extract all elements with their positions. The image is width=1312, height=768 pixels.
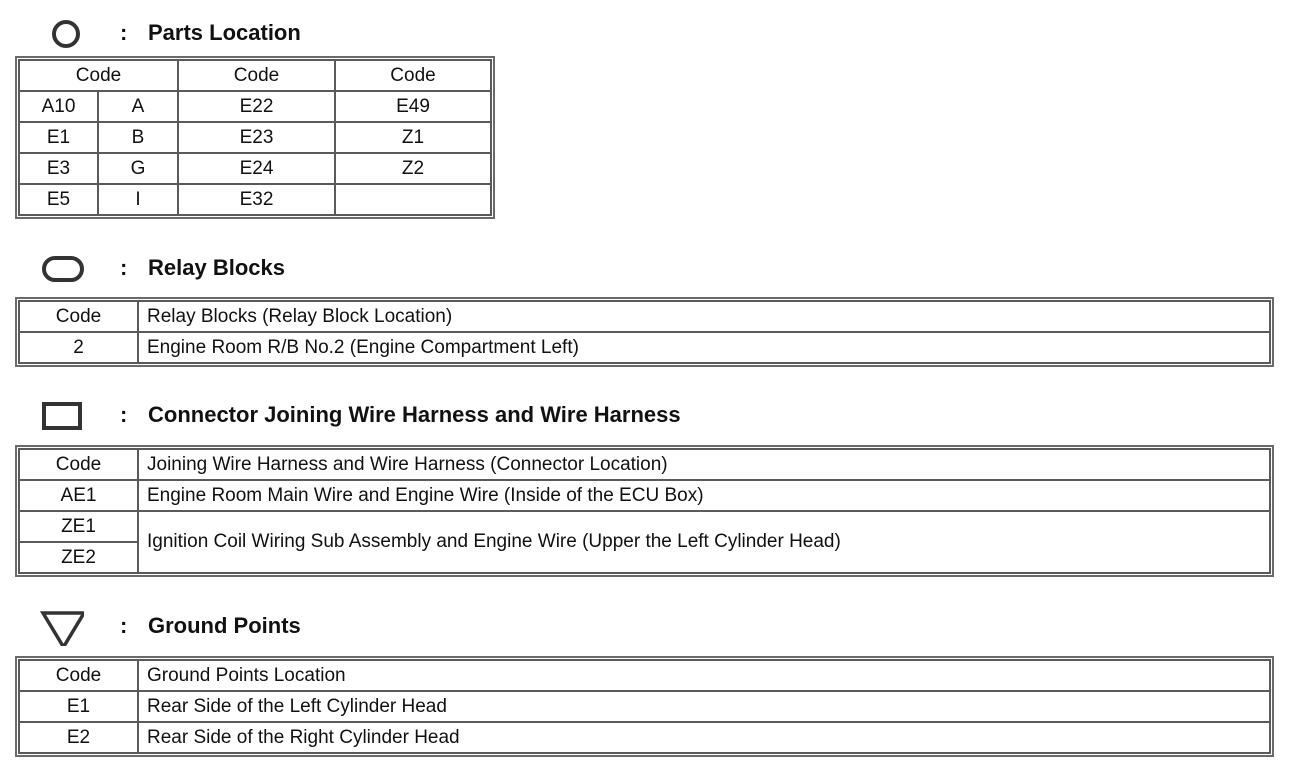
parts-location-heading: [40, 17, 1040, 51]
table-row: [19, 691, 1270, 722]
table-row: [19, 91, 491, 122]
header-cell: Code: [178, 60, 335, 91]
code-cell: AE1: [19, 480, 138, 511]
code-cell: E1: [19, 691, 138, 722]
table-header-row: [19, 301, 1270, 332]
header-cell-description: Joining Wire Harness and Wire Harness (Connector Location): [138, 449, 1270, 480]
table-row: [19, 480, 1270, 511]
rounded-rectangle-icon: [40, 252, 84, 286]
header-cell-description: Relay Blocks (Relay Block Location): [138, 301, 1270, 332]
code-cell: Z1: [335, 122, 491, 153]
header-cell-code: Code: [19, 301, 138, 332]
code-cell: E3: [19, 153, 98, 184]
header-cell: Code: [19, 60, 178, 91]
colon: :: [120, 613, 128, 638]
ground-points-table: [18, 659, 1271, 754]
description-cell: Engine Room R/B No.2 (Engine Compartment Left): [138, 332, 1270, 363]
square-icon: [40, 399, 84, 433]
code-cell: ZE1: [19, 511, 138, 542]
table-header-row: [19, 660, 1270, 691]
header-cell-code: Code: [19, 660, 138, 691]
table-header-row: [19, 449, 1270, 480]
parts-location-table: [18, 59, 492, 216]
code-cell: Z2: [335, 153, 491, 184]
relay-blocks-table: [18, 300, 1271, 364]
code-cell: E23: [178, 122, 335, 153]
ground-points-heading: [40, 610, 1040, 644]
code-cell: E22: [178, 91, 335, 122]
table-row: [19, 184, 491, 215]
code-cell: E24: [178, 153, 335, 184]
code-cell: E2: [19, 722, 138, 753]
description-cell: Rear Side of the Right Cylinder Head: [138, 722, 1270, 753]
code-cell: G: [98, 153, 178, 184]
colon: :: [120, 255, 128, 280]
header-cell: Code: [335, 60, 491, 91]
code-cell: E5: [19, 184, 98, 215]
table-row: [19, 332, 1270, 363]
table-row: [19, 511, 1270, 542]
section-title: Parts Location: [148, 20, 301, 45]
code-cell: I: [98, 184, 178, 215]
code-cell: ZE2: [19, 542, 138, 573]
code-cell: E32: [178, 184, 335, 215]
table-row: [19, 722, 1270, 753]
code-cell: E1: [19, 122, 98, 153]
section-title: Relay Blocks: [148, 255, 285, 280]
code-cell: [335, 184, 491, 215]
description-cell: Ignition Coil Wiring Sub Assembly and Engine Wire (Upper the Left Cylinder Head): [138, 511, 1270, 573]
section-title: Connector Joining Wire Harness and Wire Harness: [148, 402, 681, 427]
table-row: [19, 153, 491, 184]
table-header-row: [19, 60, 491, 91]
description-cell: Rear Side of the Left Cylinder Head: [138, 691, 1270, 722]
code-cell: B: [98, 122, 178, 153]
connector-joining-table: [18, 448, 1271, 574]
circle-icon: [40, 17, 84, 51]
down-triangle-icon: [40, 606, 84, 646]
description-cell: Engine Room Main Wire and Engine Wire (Inside of the ECU Box): [138, 480, 1270, 511]
header-cell-description: Ground Points Location: [138, 660, 1270, 691]
relay-blocks-heading: [40, 252, 1040, 286]
code-cell: A10: [19, 91, 98, 122]
section-title: Ground Points: [148, 613, 301, 638]
code-cell: E49: [335, 91, 491, 122]
table-row: [19, 122, 491, 153]
connector-joining-heading: [40, 399, 1040, 433]
colon: :: [120, 20, 128, 45]
header-cell-code: Code: [19, 449, 138, 480]
colon: :: [120, 402, 128, 427]
code-cell: A: [98, 91, 178, 122]
code-cell: 2: [19, 332, 138, 363]
